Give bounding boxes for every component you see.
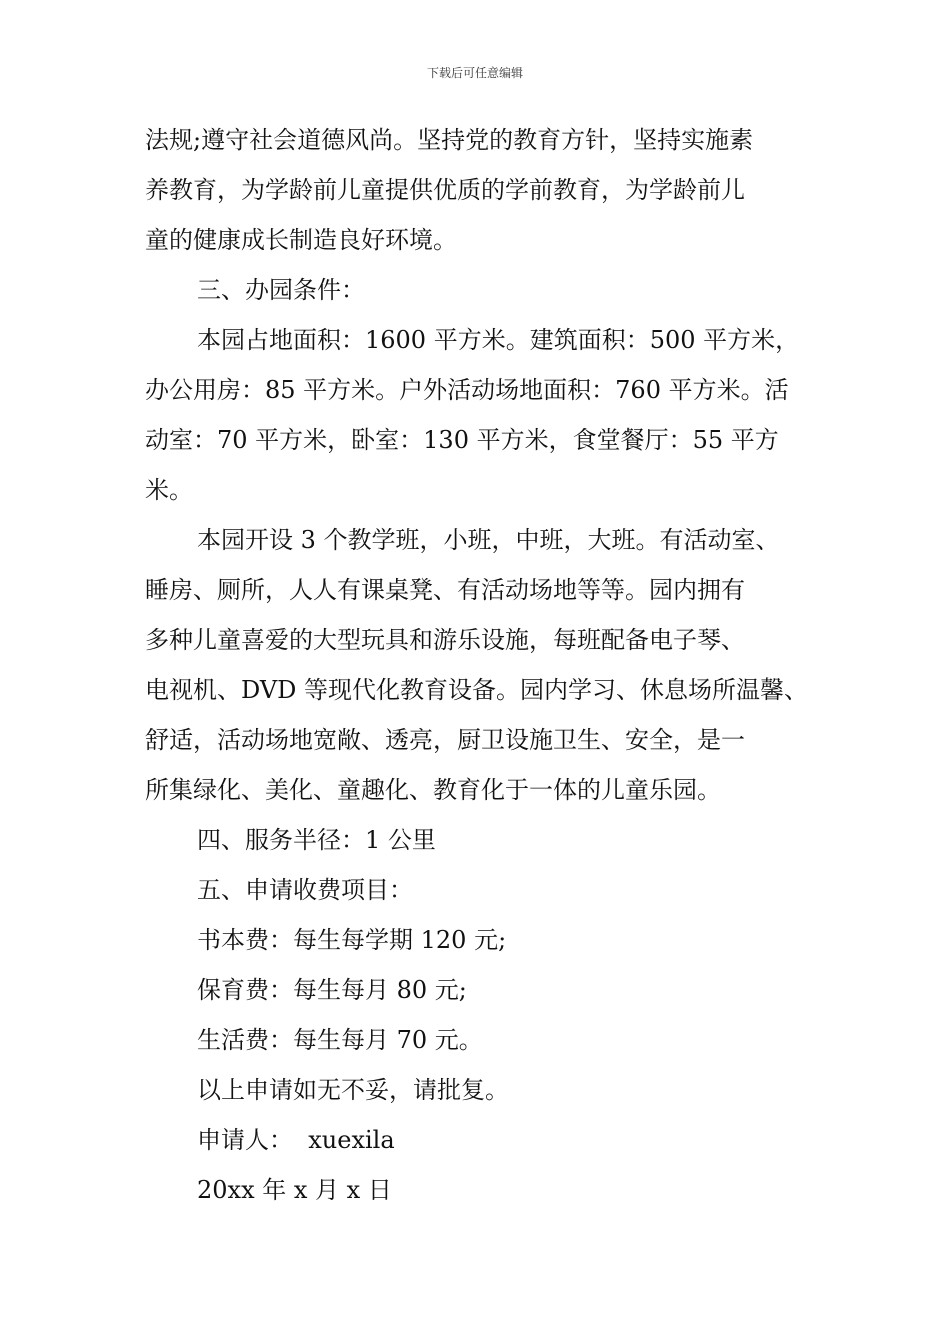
text-line: 童的健康成长制造良好环境。	[145, 226, 457, 254]
page-header-note: 下载后可任意编辑	[426, 66, 523, 80]
closing-line: 以上申请如无不妥，请批复。	[197, 1076, 509, 1104]
text-line: 办公用房：85 平方米。户外活动场地面积：760 平方米。活	[145, 376, 789, 404]
section-heading: 四、服务半径：1 公里	[197, 826, 436, 854]
applicant-line: 申请人： xuexila	[197, 1126, 395, 1154]
text-line: 睡房、厕所，人人有课桌凳、有活动场地等等。园内拥有	[145, 576, 745, 604]
text-line: 多种儿童喜爱的大型玩具和游乐设施，每班配备电子琴、	[145, 626, 745, 654]
fee-item: 保育费：每生每月 80 元;	[197, 976, 467, 1004]
section-heading: 五、申请收费项目：	[197, 876, 413, 904]
section-heading: 三、办园条件：	[197, 276, 365, 304]
text-line: 电视机、DVD 等现代化教育设备。园内学习、休息场所温馨、	[145, 676, 809, 704]
text-line: 动室：70 平方米，卧室：130 平方米，食堂餐厅：55 平方	[145, 426, 779, 454]
fee-item: 生活费：每生每月 70 元。	[197, 1026, 483, 1054]
text-line: 本园占地面积：1600 平方米。建筑面积：500 平方米，	[197, 326, 800, 354]
date-line: 20xx 年 x 月 x 日	[197, 1176, 392, 1204]
text-line: 所集绿化、美化、童趣化、教育化于一体的儿童乐园。	[145, 776, 721, 804]
text-line: 舒适，活动场地宽敞、透亮，厨卫设施卫生、安全，是一	[145, 726, 745, 754]
fee-item: 书本费：每生每学期 120 元;	[197, 926, 507, 954]
text-line: 法规;遵守社会道德风尚。坚持党的教育方针，坚持实施素	[145, 126, 754, 154]
text-line: 养教育，为学龄前儿童提供优质的学前教育，为学龄前儿	[145, 176, 745, 204]
text-line: 米。	[145, 476, 193, 504]
text-line: 本园开设 3 个教学班，小班，中班，大班。有活动室、	[197, 526, 780, 554]
